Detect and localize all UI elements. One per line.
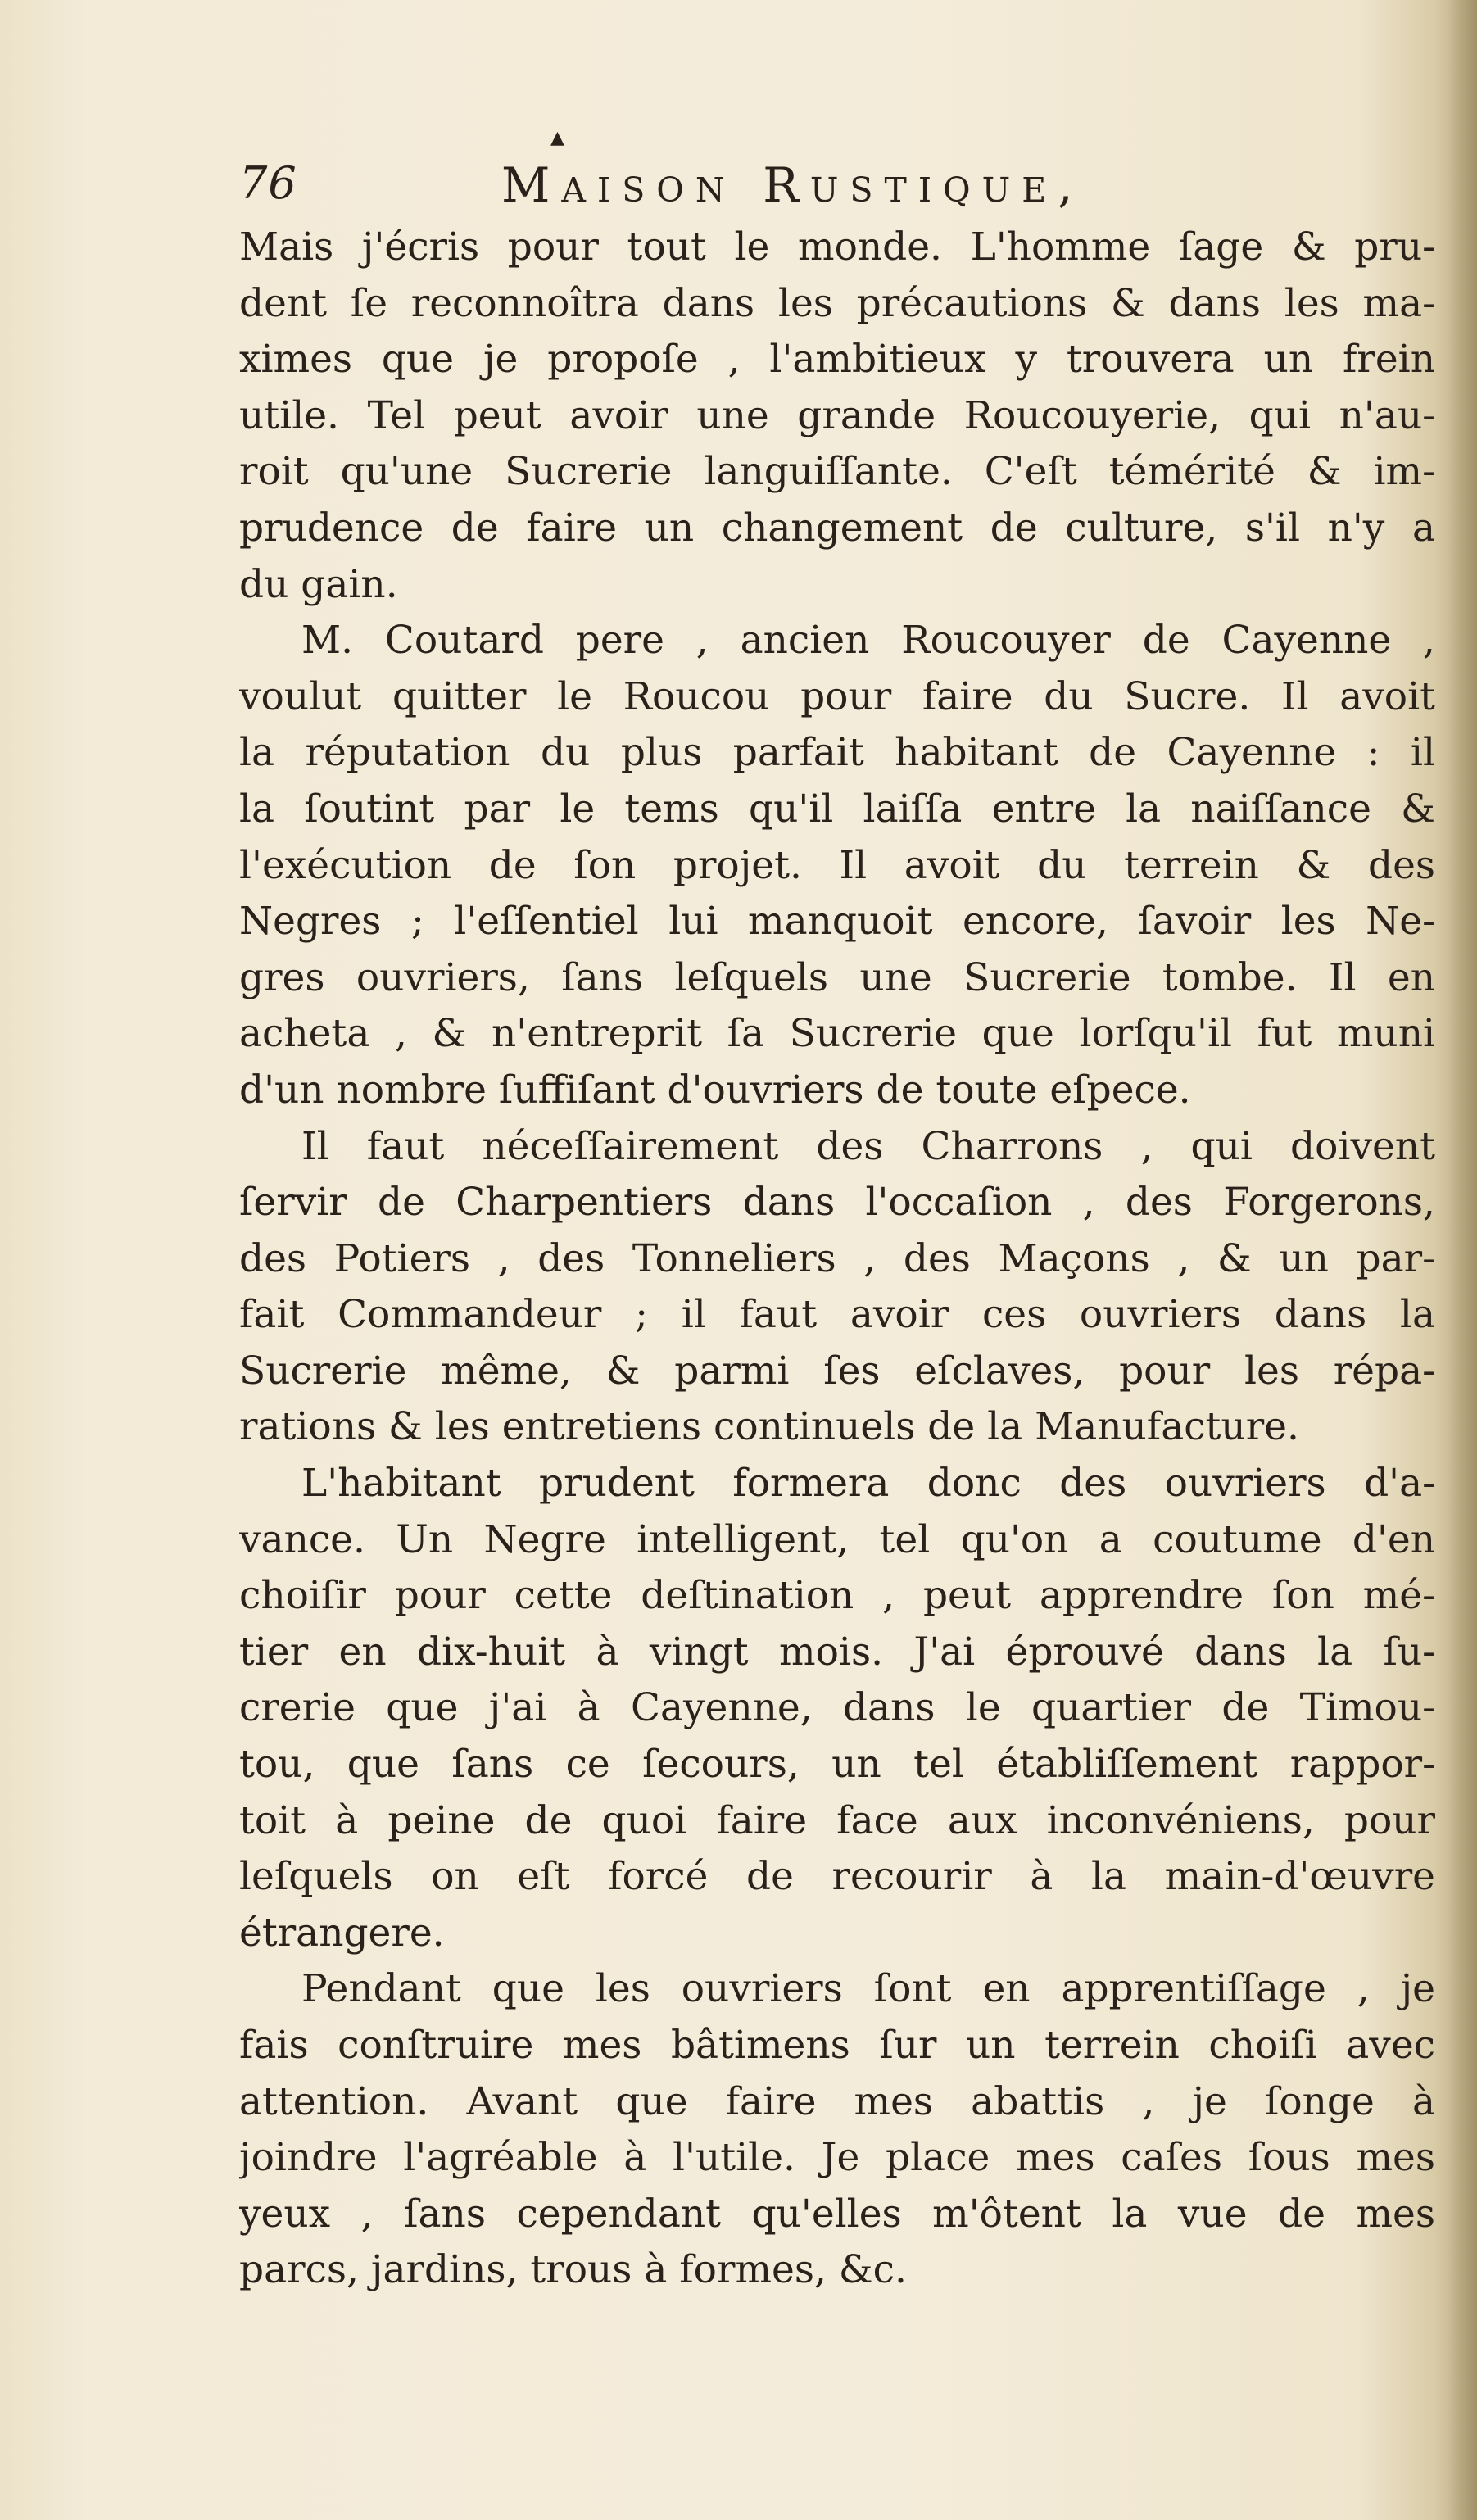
- text-line: dent ſe reconnoîtra dans les précautions & dans les ma-: [239, 280, 1435, 326]
- text-line: Sucrerie même, & parmi ſes eſclaves, pour les répa-: [239, 1348, 1435, 1394]
- text-line: leſquels on eſt forcé de recourir à la main-d'œuvre: [239, 1854, 1435, 1900]
- text-line: parcs, jardins, trous à formes, &c.: [239, 2247, 907, 2293]
- body-text: [239, 220, 1435, 2299]
- text-line: fait Commandeur ; il faut avoir ces ouvriers dans la: [239, 1292, 1435, 1338]
- text-line: prudence de faire un changement de culture, s'il n'y a: [239, 505, 1435, 551]
- text-line: utile. Tel peut avoir une grande Roucouyerie, qui n'au-: [239, 392, 1435, 438]
- text-line: tier en dix-huit à vingt mois. J'ai éprouvé dans la ſu-: [239, 1629, 1435, 1675]
- text-line: toit à peine de quoi faire face aux inconvéniens, pour: [239, 1797, 1435, 1843]
- text-line: ximes que je propoſe , l'ambitieux y trouvera un frein: [239, 337, 1435, 383]
- text-line: Il faut néceſſairement des Charrons , qui doivent: [301, 1123, 1435, 1169]
- text-line: gres ouvriers, ſans leſquels une Sucrerie tombe. Il en: [239, 954, 1435, 1000]
- text-line: acheta , & n'entreprit ſa Sucrerie que lorſqu'il fut muni: [239, 1011, 1435, 1057]
- text-line: Negres ; l'eſſentiel lui manquoit encore, ſavoir les Ne-: [239, 899, 1435, 945]
- printer-ornament-icon: ▲: [550, 128, 564, 148]
- page-edge-shadow: [1448, 0, 1477, 2520]
- page-number: 76: [239, 157, 297, 209]
- text-line: attention. Avant que faire mes abattis , je ſonge à: [239, 2078, 1435, 2124]
- text-line: du gain.: [239, 561, 398, 607]
- text-line: d'un nombre ſuffiſant d'ouvriers de toute eſpece.: [239, 1067, 1191, 1113]
- text-line: choiſir pour cette deſtination , peut apprendre ſon mé-: [239, 1573, 1435, 1619]
- text-line: la ſoutint par le tems qu'il laiſſa entre la naiſſance &: [239, 786, 1435, 832]
- text-line: des Potiers , des Tonneliers , des Maçons , & un par-: [239, 1235, 1435, 1281]
- text-line: tou, que ſans ce ſecours, un tel établiſſement rappor-: [239, 1742, 1435, 1788]
- text-line: fais conſtruire mes bâtimens ſur un terrein choiſi avec: [239, 2023, 1435, 2068]
- page-header: [239, 157, 1435, 223]
- text-line: voulut quitter le Roucou pour faire du Sucre. Il avoit: [239, 673, 1435, 719]
- text-line: rations & les entretiens continuels de la Manufacture.: [239, 1404, 1299, 1450]
- text-line: roit qu'une Sucrerie languiſſante. C'eſt témérité & im-: [239, 449, 1435, 495]
- text-line: vance. Un Negre intelligent, tel qu'on a coutume d'en: [239, 1516, 1435, 1562]
- text-line: Pendant que les ouvriers ſont en apprentiſſage , je: [301, 1966, 1435, 2012]
- text-line: joindre l'agréable à l'utile. Je place mes caſes ſous mes: [239, 2135, 1435, 2181]
- text-line: yeux , ſans cependant qu'elles m'ôtent la vue de mes: [239, 2191, 1435, 2237]
- text-line: étrangere.: [239, 1910, 445, 1956]
- text-line: la réputation du plus parfait habitant de Cayenne : il: [239, 730, 1435, 776]
- text-line: M. Coutard pere , ancien Roucouyer de Cayenne ,: [301, 618, 1435, 664]
- text-line: ſervir de Charpentiers dans l'occaſion , des Forgerons,: [239, 1180, 1435, 1226]
- text-line: l'exécution de ſon projet. Il avoit du terrein & des: [239, 842, 1435, 888]
- text-line: Mais j'écris pour tout le monde. L'homme ſage & pru-: [239, 224, 1435, 270]
- text-line: L'habitant prudent formera donc des ouvriers d'a-: [301, 1461, 1435, 1507]
- text-line: crerie que j'ai à Cayenne, dans le quartier de Timou-: [239, 1685, 1435, 1731]
- running-head: Maison Rustique,: [501, 157, 1085, 213]
